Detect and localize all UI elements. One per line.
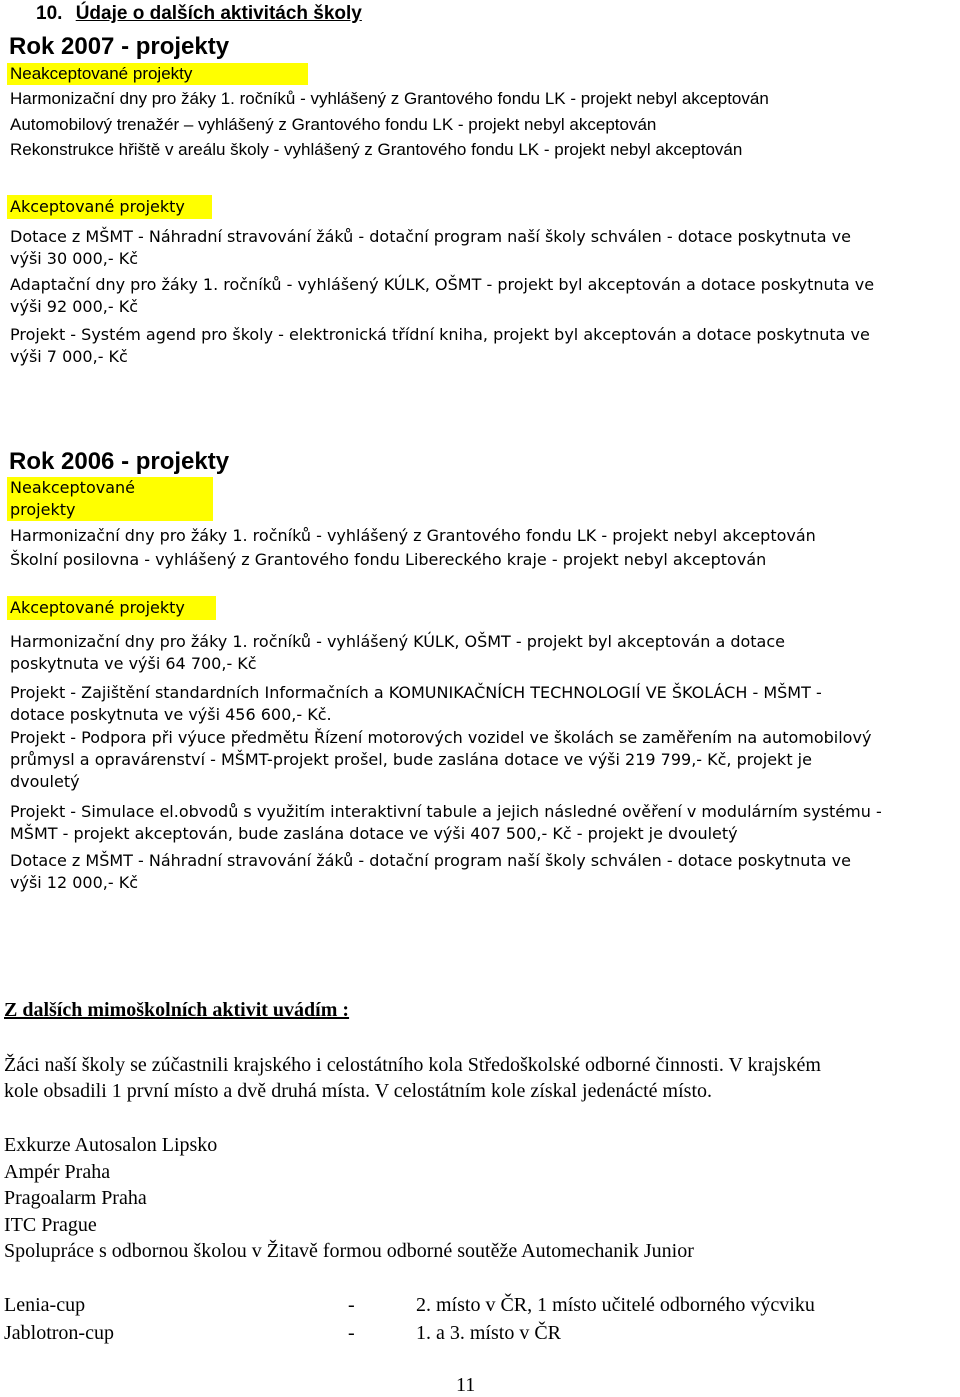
line: Projekt - Systém agend pro školy - elektronická třídní kniha, projekt byl akceptován a dotace poskytnuta ve xyxy=(10,325,870,344)
line: dvouletý xyxy=(10,772,80,791)
section-number: 10. xyxy=(36,3,63,24)
page-number: 11 xyxy=(456,1374,476,1396)
competition-dash: - xyxy=(348,1294,355,1316)
line: výši 30 000,- Kč xyxy=(10,249,139,268)
competition-result: 2. místo v ČR, 1 místo učitelé odborného výcviku xyxy=(416,1294,815,1316)
rejected-label-text: Neakceptované projekty xyxy=(7,63,308,85)
line: Dotace z MŠMT - Náhradní stravování žáků - dotační program naší školy schválen - dotace poskytnuta ve xyxy=(10,851,851,870)
line: výši 7 000,- Kč xyxy=(10,347,128,366)
year-2007-accepted-item xyxy=(10,274,874,318)
competition-dash: - xyxy=(348,1322,355,1344)
accepted-label-text: Akceptované projekty xyxy=(7,195,212,219)
other-activities-heading: Z dalších mimoškolních aktivit uvádím : xyxy=(4,999,350,1021)
paragraph-line: kole obsadili 1 první místo a dvě druhá místa. V celostátním kole získal jedenácté místo. xyxy=(4,1080,713,1102)
year-2006-accepted-item xyxy=(10,801,882,845)
line: MŠMT - projekt akceptován, bude zaslána dotace ve výši 407 500,- Kč - projekt je dvouletý xyxy=(10,824,738,843)
line: dotace poskytnuta ve výši 456 600,- Kč. xyxy=(10,705,332,724)
line: Adaptační dny pro žáky 1. ročníků - vyhlášený KÚLK, OŠMT - projekt byl akceptován a dotace poskytnuta ve xyxy=(10,275,875,294)
line: poskytnuta ve výši 64 700,- Kč xyxy=(10,654,257,673)
year-2006-accepted-label xyxy=(7,596,216,620)
other-activities-paragraph xyxy=(4,1052,821,1104)
line: výši 12 000,- Kč xyxy=(10,873,139,892)
competition-result: 1. a 3. místo v ČR xyxy=(416,1322,562,1344)
line: Harmonizační dny pro žáky 1. ročníků - vyhlášený KÚLK, OŠMT - projekt byl akceptován a dotace xyxy=(10,632,785,651)
year-2006-accepted-item xyxy=(10,727,871,793)
year-2006-accepted-item xyxy=(10,631,785,675)
line: Projekt - Zajištění standardních Informačních a KOMUNIKAČNÍCH TECHNOLOGIÍ VE ŠKOLÁCH - MŠMT - xyxy=(10,683,822,702)
year-2006-rejected-item: Harmonizační dny pro žáky 1. ročníků - vyhlášený z Grantového fondu LK - projekt nebyl akceptován xyxy=(10,526,816,545)
excursion-item: Spolupráce s odbornou školou v Žitavě formou odborné soutěže Automechanik Junior xyxy=(4,1240,694,1262)
year-2006-rejected-label xyxy=(7,477,213,521)
line: Projekt - Simulace el.obvodů s využitím interaktivní tabule a jejich následné ověření v modulárním systému - xyxy=(10,802,882,821)
rejected-label-line: Neakceptované xyxy=(10,478,135,497)
line: průmysl a opravárenství - MŠMT-projekt prošel, bude zaslána dotace ve výši 219 799,- Kč, projekt je xyxy=(10,750,812,769)
competition-name: Jablotron-cup xyxy=(4,1322,114,1344)
excursion-item: Ampér Praha xyxy=(4,1160,111,1183)
year-2007-rejected-label xyxy=(7,63,308,85)
rejected-label-line: projekty xyxy=(10,500,76,519)
paragraph-line: Žáci naší školy se zúčastnili krajského i celostátního kola Středoškolské odborné činnosti. V krajském xyxy=(4,1054,821,1076)
excursions-list xyxy=(4,1132,694,1265)
year-2007-rejected-item: Rekonstrukce hřiště v areálu školy - vyhlášený z Grantového fondu LK - projekt nebyl akceptován xyxy=(10,140,743,159)
year-2007-accepted-label xyxy=(7,195,212,219)
excursion-item: Pragoalarm Praha xyxy=(4,1187,147,1209)
year-2007-rejected-item: Automobilový trenažér – vyhlášený z Grantového fondu LK - projekt nebyl akceptován xyxy=(10,115,657,134)
year-2006-accepted-item xyxy=(10,682,822,726)
excursion-item: Exkurze Autosalon Lipsko xyxy=(4,1134,218,1156)
year-2006-rejected-item: Školní posilovna - vyhlášený z Grantového fondu Libereckého kraje - projekt nebyl akceptován xyxy=(10,550,767,569)
year-2006-title: Rok 2006 - projekty xyxy=(9,448,230,475)
accepted-label-text: Akceptované projekty xyxy=(7,596,216,620)
competition-name: Lenia-cup xyxy=(4,1294,86,1316)
year-2007-accepted-item xyxy=(10,324,870,368)
year-2007-rejected-item: Harmonizační dny pro žáky 1. ročníků - vyhlášený z Grantového fondu LK - projekt nebyl akceptován xyxy=(10,89,769,108)
year-2006-accepted-item xyxy=(10,850,851,894)
line: Dotace z MŠMT - Náhradní stravování žáků - dotační program naší školy schválen - dotace poskytnuta ve xyxy=(10,227,851,246)
year-2007-accepted-item xyxy=(10,226,851,270)
line: Projekt - Podpora při výuce předmětu Řízení motorových vozidel ve školách se zaměřením na automobilový xyxy=(10,728,872,747)
section-heading xyxy=(36,3,362,25)
line: výši 92 000,- Kč xyxy=(10,297,139,316)
year-2007-title: Rok 2007 - projekty xyxy=(9,33,230,60)
section-title: Údaje o dalších aktivitách školy xyxy=(75,3,362,24)
excursion-item: ITC Prague xyxy=(4,1213,97,1236)
